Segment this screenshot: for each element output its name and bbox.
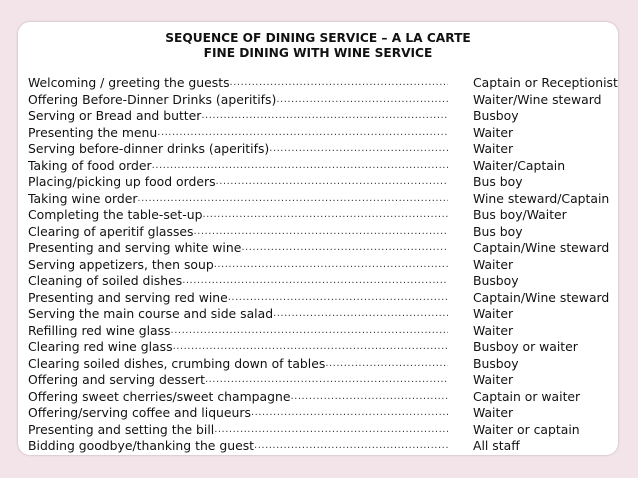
title-line-2: FINE DINING WITH WINE SERVICE <box>203 46 433 60</box>
list-item <box>18 158 618 175</box>
slide-card <box>18 22 618 455</box>
task-label: Serving the main course and side salad <box>28 306 274 321</box>
dot-leader <box>157 125 448 142</box>
list-item <box>18 356 618 373</box>
staff-role: All staff <box>473 438 520 453</box>
dot-leader <box>205 372 448 389</box>
staff-role: Captain/Wine steward <box>473 289 610 305</box>
dot-leader <box>251 405 448 422</box>
dot-leader <box>182 273 448 290</box>
dot-leader <box>214 257 448 274</box>
staff-role: Busboy or waiter <box>473 339 578 354</box>
dot-leader <box>202 207 448 224</box>
list-item <box>18 174 618 191</box>
dot-leader <box>171 323 448 340</box>
staff-role: Captain or Receptionist <box>473 75 618 90</box>
list-item <box>18 422 618 439</box>
list-item <box>18 389 618 406</box>
dot-leader <box>290 389 448 406</box>
list-item <box>18 273 618 290</box>
staff-role: Waiter <box>473 124 514 140</box>
staff-role: Wine steward/Captain <box>473 190 610 206</box>
dot-leader <box>276 92 448 109</box>
task-label: Serving or Bread and butter <box>28 108 202 123</box>
dot-leader <box>214 422 448 439</box>
list-item <box>18 207 618 224</box>
staff-role: Captain/Wine steward <box>473 240 610 255</box>
task-label: Presenting the menu <box>28 124 158 140</box>
dot-leader <box>216 174 448 191</box>
service-sequence-list <box>18 75 618 455</box>
list-item <box>18 372 618 389</box>
dot-leader <box>230 75 448 92</box>
dot-leader <box>173 339 448 356</box>
task-label: Cleaning of soiled dishes <box>28 273 183 288</box>
list-item <box>18 75 618 92</box>
title-line-1: SEQUENCE OF DINING SERVICE – A LA CARTE <box>165 31 471 45</box>
list-item <box>18 306 618 323</box>
task-label: Clearing of aperitif glasses <box>28 223 194 239</box>
list-item <box>18 438 618 455</box>
task-label: Welcoming / greeting the guests <box>28 75 230 90</box>
dot-leader <box>137 191 448 208</box>
task-label: Serving appetizers, then soup <box>28 256 214 272</box>
task-label: Offering sweet cherries/sweet champagne <box>28 388 291 404</box>
staff-role: Waiter or captain <box>473 421 580 437</box>
list-item <box>18 191 618 208</box>
list-item <box>18 92 618 109</box>
task-label: Completing the table-set-up <box>28 207 203 222</box>
list-item <box>18 257 618 274</box>
task-label: Refilling red wine glass <box>28 322 171 338</box>
staff-role: Busboy <box>473 108 519 123</box>
list-item <box>18 290 618 307</box>
task-label: Bidding goodbye/thanking the guest <box>28 438 255 453</box>
list-item <box>18 108 618 125</box>
staff-role: Busboy <box>473 355 519 371</box>
task-label: Clearing soiled dishes, crumbing down of tables <box>28 355 326 371</box>
task-label: Offering/serving coffee and liqueurs <box>28 405 251 420</box>
staff-role: Waiter <box>473 141 514 156</box>
page-title <box>18 31 618 61</box>
task-label: Taking wine order <box>28 190 138 206</box>
staff-role: Bus boy <box>473 223 523 239</box>
staff-role: Waiter/Captain <box>473 157 566 173</box>
dot-leader <box>241 240 448 257</box>
task-label: Presenting and serving red wine <box>28 289 228 305</box>
list-item <box>18 323 618 340</box>
task-label: Placing/picking up food orders <box>28 174 216 189</box>
list-item <box>18 224 618 241</box>
dot-leader <box>269 141 448 158</box>
staff-role: Waiter <box>473 256 514 272</box>
staff-role: Waiter/Wine steward <box>473 91 602 107</box>
staff-role: Busboy <box>473 273 519 288</box>
dot-leader <box>194 224 449 241</box>
dot-leader <box>273 306 448 323</box>
task-label: Clearing red wine glass <box>28 339 173 354</box>
staff-role: Bus boy/Waiter <box>473 207 567 222</box>
list-item <box>18 240 618 257</box>
staff-role: Waiter <box>473 405 514 420</box>
list-item <box>18 125 618 142</box>
task-label: Offering and serving dessert <box>28 372 205 387</box>
dot-leader <box>201 108 448 125</box>
task-label: Presenting and serving white wine <box>28 240 242 255</box>
staff-role: Waiter <box>473 322 514 338</box>
dot-leader <box>228 290 448 307</box>
staff-role: Captain or waiter <box>473 388 581 404</box>
list-item <box>18 141 618 158</box>
task-label: Presenting and setting the bill <box>28 421 215 437</box>
task-label: Taking of food order <box>28 157 152 173</box>
dot-leader <box>152 158 448 175</box>
staff-role: Bus boy <box>473 174 523 189</box>
list-item <box>18 405 618 422</box>
dot-leader <box>325 356 448 373</box>
task-label: Serving before-dinner drinks (aperitifs) <box>28 141 270 156</box>
task-label: Offering Before-Dinner Drinks (aperitifs) <box>28 91 277 107</box>
staff-role: Waiter <box>473 372 514 387</box>
list-item <box>18 339 618 356</box>
dot-leader <box>254 438 448 455</box>
staff-role: Waiter <box>473 306 514 321</box>
